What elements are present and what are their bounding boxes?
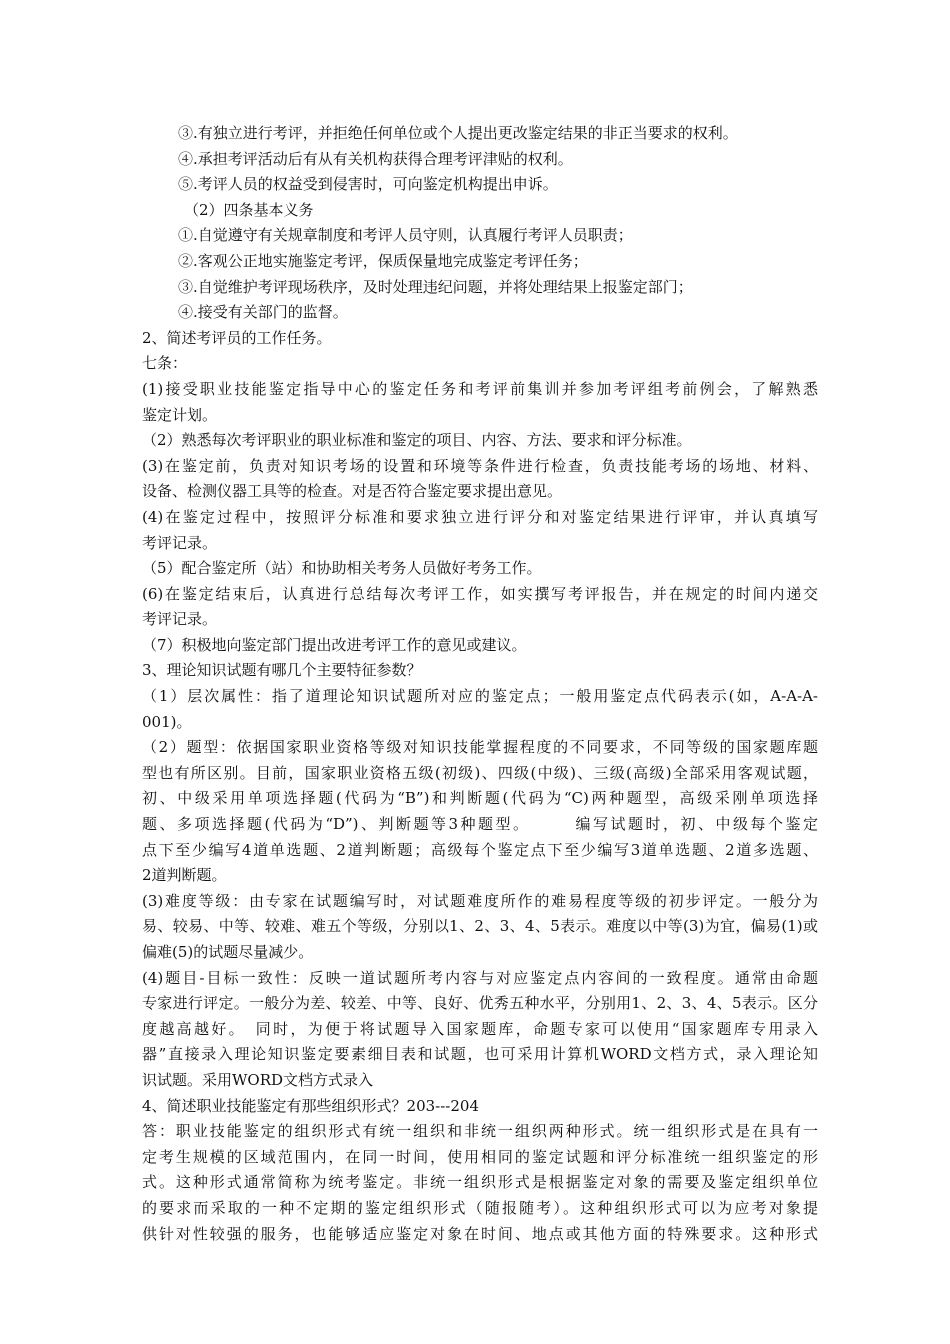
text-line xyxy=(142,914,818,940)
text-line xyxy=(142,1068,818,1094)
text-line-content: 考评记录。 xyxy=(142,533,218,552)
text-line-content: 式。这种形式通常简称为统考鉴定。非统一组织形式是根据鉴定对象的需要及鉴定组织单位 xyxy=(142,1173,818,1192)
text-line-content: 设备、检测仪器工具等的检查。对是否符合鉴定要求提出意见。 xyxy=(142,482,563,501)
text-line xyxy=(142,940,818,966)
text-line xyxy=(142,1196,818,1222)
text-line xyxy=(142,607,818,633)
text-line xyxy=(142,403,818,429)
text-line xyxy=(142,454,818,480)
text-line-content: 型也有所区别。目前，国家职业资格五级(初级)、四级(中级)、三级(高级)全部采用客观试题， xyxy=(142,763,818,782)
text-line-content: (3)难度等级：由专家在试题编写时，对试题难度所作的难易程度等级的初步评定。一般分为 xyxy=(142,891,818,910)
text-line-content: 度越高越好。 同时，为便于将试题导入国家题库，命题专家可以使用“国家题库专用录入 xyxy=(142,1019,818,1038)
text-line-content: ④.承担考评活动后有从有关机构获得合理考评津贴的权利。 xyxy=(178,149,573,168)
text-line-content: 考评记录。 xyxy=(142,610,218,629)
text-line xyxy=(142,351,818,377)
text-line-content: 4、简述职业技能鉴定有那些组织形式？203---204 xyxy=(142,1096,480,1115)
text-line-content: 识试题。采用WORD文档方式录入 xyxy=(142,1070,374,1089)
text-line xyxy=(142,658,818,684)
text-line xyxy=(142,710,818,736)
text-line xyxy=(142,1119,818,1145)
text-line-content: 2道判断题。 xyxy=(142,866,227,885)
text-line-content: ⑤.考评人员的权益受到侵害时，可向鉴定机构提出申诉。 xyxy=(178,175,558,194)
text-line xyxy=(142,812,818,838)
text-line xyxy=(142,1094,818,1120)
text-line-content: 的要求而采取的一种不定期的鉴定组织形式（随报随考）。这种组织形式可以为应考对象提 xyxy=(142,1198,818,1217)
text-line-content: 初、中级采用单项选择题(代码为“B”)和判断题(代码为“C)两种题型，高级采刚单项选择 xyxy=(142,789,818,808)
text-line-content: （2）四条基本义务 xyxy=(184,200,314,219)
text-line-content: （2）题型：依据国家职业资格等级对知识技能掌握程度的不同要求，不同等级的国家题库题 xyxy=(142,738,818,757)
text-line xyxy=(142,684,818,710)
text-line xyxy=(142,147,818,173)
text-line xyxy=(142,249,818,275)
text-line-content: 易、较易、中等、较难、难五个等级，分别以1、2、3、4、5表示。难度以中等(3)为宜，偏易(1)或 xyxy=(142,917,818,936)
text-line xyxy=(142,761,818,787)
text-line xyxy=(142,121,818,147)
text-line-content: (3)在鉴定前，负责对知识考场的设置和环境等条件进行检查，负责技能考场的场地、材料、 xyxy=(142,456,818,475)
text-line-content: (1)接受职业技能鉴定指导中心的鉴定任务和考评前集训并参加考评组考前例会，了解熟悉 xyxy=(142,379,818,398)
text-line xyxy=(142,838,818,864)
text-line xyxy=(142,556,818,582)
text-line xyxy=(142,1042,818,1068)
text-line xyxy=(142,198,818,224)
text-line xyxy=(142,300,818,326)
text-line xyxy=(142,786,818,812)
text-line-content: （7）积极地向鉴定部门提出改进考评工作的意见或建议。 xyxy=(142,635,527,654)
text-line-content: 鉴定计划。 xyxy=(142,405,218,424)
text-line-content: 2、简述考评员的工作任务。 xyxy=(142,328,332,347)
text-line-content: 答：职业技能鉴定的组织形式有统一组织和非统一组织两种形式。统一组织形式是在具有一 xyxy=(142,1122,818,1141)
text-line-content: 器”直接录入理论知识鉴定要素细目表和试题，也可采用计算机WORD文档方式，录入理论知 xyxy=(142,1045,818,1064)
text-line xyxy=(142,1170,818,1196)
text-line xyxy=(142,428,818,454)
text-line-content: 题、多项选择题(代码为“D”)、判断题等3种题型。 编写试题时，初、中级每个鉴定 xyxy=(142,815,818,834)
text-line xyxy=(142,735,818,761)
text-line xyxy=(142,1145,818,1171)
text-line-content: (4)题目-目标一致性：反映一道试题所考内容与对应鉴定点内容间的一致程度。通常由命题 xyxy=(142,968,818,987)
text-line-content: 专家进行评定。一般分为差、较差、中等、良好、优秀五种水平，分别用1、2、3、4、5表示。区分 xyxy=(142,994,818,1013)
text-line-content: （2）熟悉每次考评职业的职业标准和鉴定的项目、内容、方法、要求和评分标准。 xyxy=(142,431,692,450)
text-line xyxy=(142,633,818,659)
text-line-content: ③.有独立进行考评，并拒绝任何单位或个人提出更改鉴定结果的非正当要求的权利。 xyxy=(178,124,738,142)
text-line-content: 点下至少编写4道单选题、2道判断题；高级每个鉴定点下至少编写3道单选题、2道多选题、 xyxy=(142,840,818,859)
text-line-content: (4)在鉴定过程中，按照评分标准和要求独立进行评分和对鉴定结果进行评审，并认真填写 xyxy=(142,507,818,526)
text-line xyxy=(142,966,818,992)
text-line xyxy=(142,582,818,608)
text-line xyxy=(142,223,818,249)
text-line xyxy=(142,326,818,352)
text-line-content: ①.自觉遵守有关规章制度和考评人员守则，认真履行考评人员职责； xyxy=(178,226,633,245)
text-line-content: ③.自觉维护考评现场秩序，及时处理违纪问题，并将处理结果上报鉴定部门； xyxy=(178,277,693,296)
text-line-content: 七条： xyxy=(142,354,188,373)
text-line xyxy=(142,531,818,557)
document-body xyxy=(142,121,818,1247)
text-line-content: （1）层次属性：指了道理论知识试题所对应的鉴定点；一般用鉴定点代码表示(如，A-A-A- xyxy=(142,687,818,706)
text-line-content: (6)在鉴定结束后，认真进行总结每次考评工作，如实撰写考评报告，并在规定的时间内递交 xyxy=(142,584,818,603)
text-line-content: 定考生规模的区域范围内，在同一时间，使用相同的鉴定试题和评分标准统一组织鉴定的形 xyxy=(142,1147,818,1166)
text-line xyxy=(142,1017,818,1043)
text-line-content: 供针对性较强的服务，也能够适应鉴定对象在时间、地点或其他方面的特殊要求。这种形式 xyxy=(142,1224,818,1243)
text-line xyxy=(142,889,818,915)
text-line xyxy=(142,275,818,301)
text-line-content: 偏难(5)的试题尽量减少。 xyxy=(142,943,314,961)
text-line xyxy=(142,172,818,198)
text-line-content: ②.客观公正地实施鉴定考评，保质保量地完成鉴定考评任务； xyxy=(178,251,588,270)
text-line xyxy=(142,505,818,531)
text-line-content: ④.接受有关部门的监督。 xyxy=(178,303,348,322)
text-line xyxy=(142,1222,818,1248)
text-line-content: 001)。 xyxy=(142,712,192,731)
text-line xyxy=(142,991,818,1017)
text-line xyxy=(142,377,818,403)
text-line-content: （5）配合鉴定所（站）和协助相关考务人员做好考务工作。 xyxy=(142,559,542,578)
text-line-content: 3、理论知识试题有哪几个主要特征参数？ xyxy=(142,661,422,680)
text-line xyxy=(142,863,818,889)
text-line xyxy=(142,479,818,505)
